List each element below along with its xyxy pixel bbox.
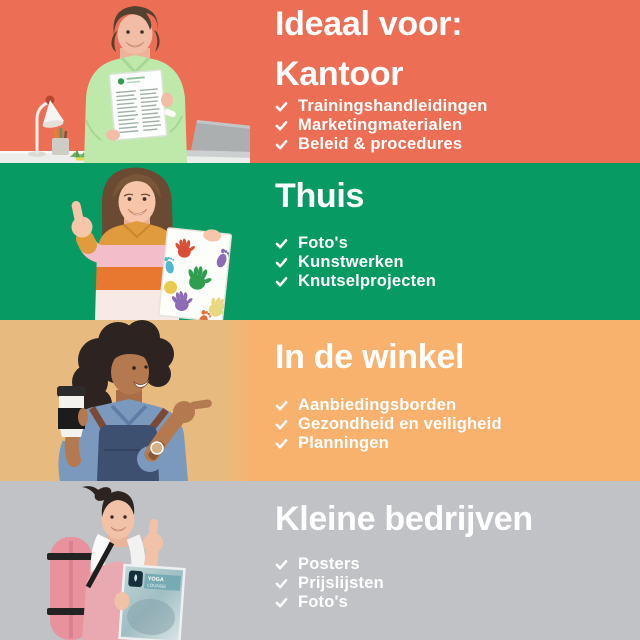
thumbs-up-hand (143, 519, 163, 553)
checklist-item-label: Foto's (298, 593, 349, 612)
check-icon (275, 438, 289, 449)
check-icon (275, 400, 289, 411)
checklist-item (275, 415, 640, 434)
gripping-hand (115, 592, 130, 610)
checklist-item-label: Gezondheid en veiligheid (298, 415, 502, 434)
checklist-item (275, 234, 640, 253)
section-heading: Thuis (275, 177, 365, 215)
section-kleine-bedrijven (0, 481, 640, 640)
check-icon (275, 597, 289, 608)
checklist-item (275, 434, 640, 453)
yoga-woman (47, 484, 184, 640)
thumbs-up-hand (71, 200, 93, 237)
checklist-item-label: Kunstwerken (298, 253, 404, 272)
section-heading: In de winkel (275, 338, 465, 376)
checklist-item-label: Marketingmaterialen (298, 115, 463, 134)
photo-girl-artwork (0, 163, 250, 320)
checklist-item (275, 116, 640, 135)
checklist-item (275, 272, 640, 291)
checklist-item (275, 555, 640, 574)
checklist-item (275, 253, 640, 272)
section-kantoor (0, 0, 640, 163)
office-woman (84, 6, 187, 163)
checklist-item-label: Aanbiedingsborden (298, 396, 457, 415)
laptop (179, 120, 250, 158)
poster-title: YOGA (147, 576, 165, 584)
check-icon (275, 257, 289, 268)
checklist-item-label: Posters (298, 555, 360, 574)
section-heading: Kleine bedrijven (275, 500, 533, 538)
pencil-cup (52, 128, 69, 155)
section-content (250, 0, 640, 163)
check-icon (275, 238, 289, 249)
girl-thumbs-up (71, 168, 241, 320)
checklist-item-label: Foto's (298, 234, 349, 253)
left-hand (106, 130, 120, 141)
checklist-item-label: Prijslijsten (298, 574, 384, 593)
checklist-item-label: Knutselprojecten (298, 272, 436, 291)
section-content (250, 320, 640, 481)
checklist-item-label: Trainingshandleidingen (298, 96, 488, 115)
section-in-de-winkel (0, 320, 640, 481)
checklist-item (275, 97, 640, 116)
checklist (275, 396, 640, 453)
check-icon (275, 139, 289, 150)
photo-office-woman (0, 0, 250, 163)
handprint-artwork (156, 225, 240, 320)
right-hand (161, 93, 173, 108)
checklist-item (275, 574, 640, 593)
checklist (275, 234, 640, 291)
page-title: Ideaal voor: (275, 5, 463, 43)
laminated-document (109, 70, 167, 140)
photo-barista (0, 320, 250, 481)
checklist-item-label: Planningen (298, 434, 389, 453)
check-icon (275, 578, 289, 589)
check-icon (275, 276, 289, 287)
check-icon (275, 559, 289, 570)
checklist-item (275, 135, 640, 154)
check-icon (275, 120, 289, 131)
section-heading: Kantoor (275, 55, 404, 94)
check-icon (275, 419, 289, 430)
poster-subtitle: LOUNGE (147, 582, 167, 589)
section-content (250, 163, 640, 320)
section-content (250, 481, 640, 640)
section-thuis (0, 163, 640, 320)
checklist (275, 97, 640, 154)
check-icon (275, 101, 289, 112)
checklist-item (275, 396, 640, 415)
checklist (275, 555, 640, 612)
checklist-item (275, 593, 640, 612)
photo-yoga-woman (0, 481, 250, 640)
checklist-item-label: Beleid & procedures (298, 134, 463, 153)
